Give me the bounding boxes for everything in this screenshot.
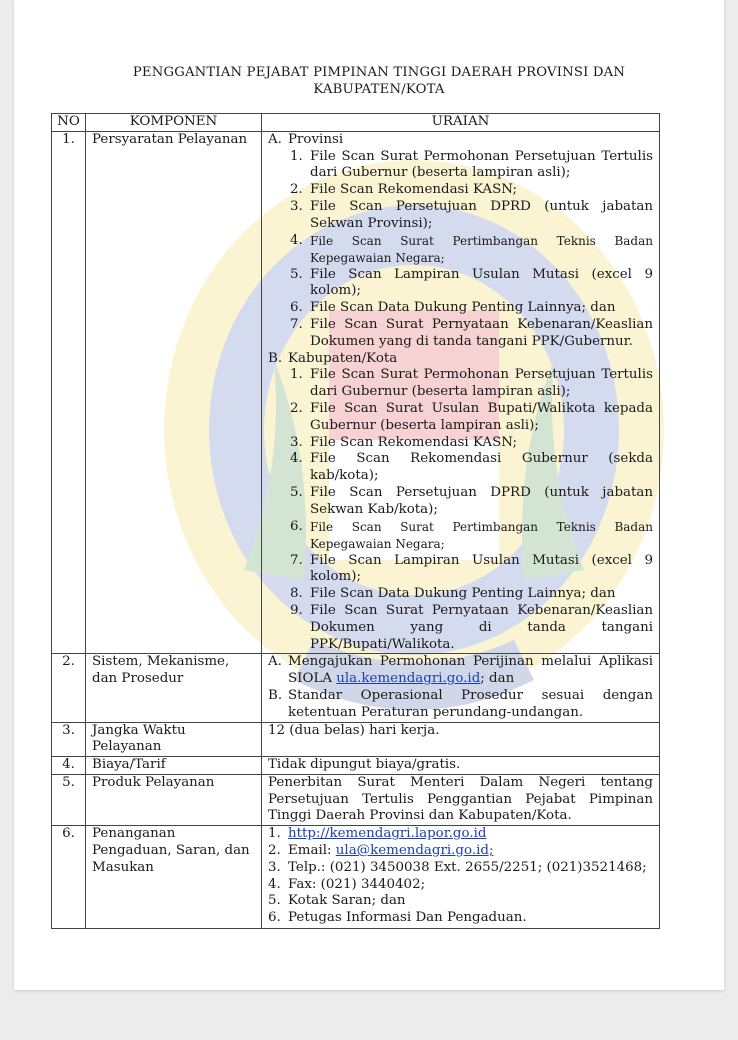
item-text: File Scan Surat Pertimbangan Teknis Badan Kepegawaian Negara; [310,519,653,551]
service-standard-table [51,113,660,929]
lapor-link[interactable]: http://kemendagri.lapor.go.id [288,826,487,842]
group-provinsi [268,132,653,149]
list-item [290,267,653,301]
row-komponen: Persyaratan Pelayanan [86,131,262,654]
list-item [290,233,653,267]
item-marker: 9. [290,602,303,618]
contact-item [268,826,653,843]
item-text: Fax: (021) 3440402; [288,876,426,892]
item-text: File Scan Rekomendasi KASN; [310,182,518,198]
table-row [52,722,660,757]
list-item [290,300,653,317]
table-row [52,774,660,825]
list-item [290,451,653,485]
row-number: 5. [52,774,86,825]
item-marker: 6. [268,910,281,926]
item-text-post: ; dan [480,671,515,687]
item-marker: A. [268,654,282,670]
row-uraian: Penerbitan Surat Menteri Dalam Negeri tentang Persetujuan Tertulis Penggantian Pejabat Pimpinan Tinggi Daerah Provinsi dan Kabupaten/Kota. [262,774,660,825]
row-uraian: Tidak dipungut biaya/gratis. [262,757,660,775]
title-line-2: KABUPATEN/KOTA [313,82,445,97]
item-text: File Scan Surat Permohonan Persetujuan Tertulis dari Gubernur (beserta lampiran asli); [310,148,653,181]
contact-item [268,893,653,910]
item-text: File Scan Rekomendasi KASN; [310,434,518,450]
item-marker: 1. [290,148,303,164]
contact-item [268,860,653,877]
table-row [52,654,660,722]
row-uraian [262,131,660,654]
item-text: File Scan Surat Pernyataan Kebenaran/Keaslian Dokumen yang di tanda tangani PPK/Bupati/Walikota. [310,602,653,652]
item-text: File Scan Surat Pertimbangan Teknis Badan Kepegawaian Negara; [310,233,653,265]
header-komponen: KOMPONEN [86,114,262,132]
item-marker: 5. [290,484,303,500]
item-text: Email: ula@kemendagri.go.id; [288,843,494,859]
row-komponen: Jangka Waktu Pelayanan [86,722,262,757]
provinsi-requirements-list [268,149,653,351]
contact-item [268,910,653,927]
list-item [290,317,653,351]
list-item [290,485,653,519]
item-text: File Scan Data Dukung Penting Lainnya; dan [310,300,616,316]
list-item [290,182,653,199]
group-label: Kabupaten/Kota [288,350,398,366]
item-marker: 1. [290,367,303,383]
item-text: File Scan Lampiran Usulan Mutasi (excel 9 kolom); [310,266,653,299]
item-marker: 4. [268,876,281,892]
item-marker: 7. [290,552,303,568]
row-number: 6. [52,826,86,929]
item-text: File Scan Surat Permohonan Persetujuan Tertulis dari Gubernur (beserta lampiran asli); [310,367,653,400]
list-item [290,586,653,603]
group-marker: B. [268,350,283,366]
item-marker: 5. [290,266,303,282]
list-item [290,519,653,553]
item-text: Standar Operasional Prosedur sesuai dengan ketentuan Peraturan perundang-undangan. [288,687,653,720]
item-marker: 1. [268,826,281,842]
list-item [290,603,653,653]
item-marker: 4. [290,232,303,248]
header-uraian: URAIAN [262,114,660,132]
procedure-item-a [268,654,653,688]
siola-link[interactable]: ula.kemendagri.go.id [336,671,481,687]
item-marker: 2. [268,843,281,859]
row-number: 1. [52,131,86,654]
title-line-1: PENGGANTIAN PEJABAT PIMPINAN TINGGI DAERAH PROVINSI DAN [132,65,626,80]
row-uraian: 12 (dua belas) hari kerja. [262,722,660,757]
procedure-item-b [268,688,653,722]
contact-item [268,843,653,860]
item-marker: 2. [290,400,303,416]
list-item [290,435,653,452]
list-item [290,199,653,233]
row-komponen: Produk Pelayanan [86,774,262,825]
item-text: File Scan Surat Pernyataan Kebenaran/Keaslian Dokumen yang di tanda tangani PPK/Gubernur. [310,316,653,349]
table-row [52,757,660,775]
row-komponen: Biaya/Tarif [86,757,262,775]
item-text: Kotak Saran; dan [288,893,406,909]
item-text: File Scan Lampiran Usulan Mutasi (excel 9 kolom); [310,552,653,585]
item-marker: 6. [290,300,303,316]
item-text: File Scan Persetujuan DPRD (untuk jabatan Sekwan Provinsi); [310,198,653,231]
row-komponen: Penanganan Pengaduan, Saran, dan Masukan [86,826,262,929]
item-marker: 8. [290,586,303,602]
item-marker: 7. [290,316,303,332]
item-marker: 2. [290,182,303,198]
list-item [290,367,653,401]
item-marker: 3. [268,859,281,875]
item-text: File Scan Persetujuan DPRD (untuk jabatan Sekwan Kab/kota); [310,484,653,517]
header-no: NO [52,114,86,132]
item-marker: B. [268,687,283,703]
item-marker: 5. [268,893,281,909]
item-text: File Scan Surat Usulan Bupati/Walikota kepada Gubernur (beserta lampiran asli); [310,400,653,433]
item-text [288,826,653,843]
item-text: File Scan Data Dukung Penting Lainnya; dan [310,586,616,602]
table-row [52,826,660,929]
group-label: Provinsi [288,131,344,147]
list-item [290,401,653,435]
item-marker: 3. [290,434,303,450]
item-text: File Scan Rekomendasi Gubernur (sekda kab/kota); [310,451,653,484]
list-item [290,149,653,183]
item-text: Telp.: (021) 3450038 Ext. 2655/2251; (021)3521468; [288,859,647,875]
item-text: Petugas Informasi Dan Pengaduan. [288,910,527,926]
table-row [52,131,660,654]
list-item [290,553,653,587]
item-marker: 4. [290,451,303,467]
group-kabupaten-kota [268,351,653,368]
email-link[interactable]: ula@kemendagri.go.id; [335,843,494,859]
row-number: 4. [52,757,86,775]
row-uraian [262,826,660,929]
row-number: 3. [52,722,86,757]
item-marker: 3. [290,198,303,214]
row-number: 2. [52,654,86,722]
table-header-row [52,114,660,132]
row-uraian [262,654,660,722]
item-text-pre: Mengajukan Permohonan Perijinan melalui Aplikasi SIOLA [288,654,653,687]
document-title [74,64,684,98]
item-text [288,654,653,688]
item-marker: 6. [290,518,303,534]
contact-item [268,877,653,894]
group-marker: A. [268,131,282,147]
kabupaten-requirements-list [268,367,653,653]
row-komponen: Sistem, Mekanisme, dan Prosedur [86,654,262,722]
